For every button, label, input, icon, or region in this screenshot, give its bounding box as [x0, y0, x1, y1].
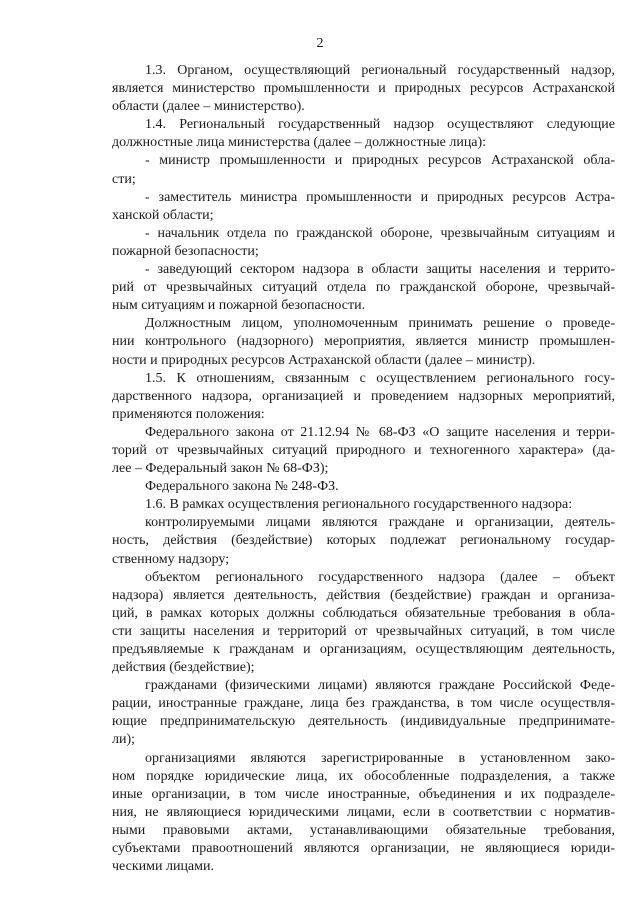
text-line: 1.5. К отношениям, связанным с осуществлением регионального госу- — [145, 370, 615, 386]
text-line: объектом регионального государственного надзора (далее – объект — [145, 569, 615, 585]
text-line: 1.3. Органом, осуществляющий региональный государственный надзор, — [145, 63, 615, 78]
text-line: предъявляемые к гражданам и организациям, осуществляющим деятельность, — [112, 642, 615, 657]
text-line: иные организации, в том числе иностранные, объединения и их подразделе- — [112, 786, 615, 802]
text-line: сти; — [112, 171, 136, 187]
text-line: нии контрольного (надзорного) мероприятия, является министр промышлен- — [112, 334, 615, 350]
document-body — [112, 62, 615, 876]
text-line: ность, действия (бездействие) которых подлежат региональному государ- — [112, 533, 615, 549]
text-line: ния, не являющиеся юридическими лицами, если в соответствии с норматив- — [112, 804, 615, 820]
text-line: является министерство промышленности и природных ресурсов Астраханской — [112, 81, 615, 97]
text-line: пожарной безопасности; — [112, 243, 259, 259]
text-line: субъектами правоотношений являются организации, не являющиеся юриди- — [112, 841, 615, 857]
text-line: ности и природных ресурсов Астраханской области (далее – министр). — [112, 352, 536, 368]
text-line: организациями являются зарегистрированные в установленном зако- — [145, 750, 615, 766]
text-line: Федерального закона от 21.12.94 № 68-ФЗ «О защите населения и терри- — [145, 424, 615, 440]
text-line: Должностным лицом, уполномоченным принимать решение о проведе- — [145, 316, 615, 332]
text-line: - начальник отдела по гражданской обороне, чрезвычайным ситуациям и — [145, 225, 615, 241]
text-line: надзора) является деятельность, действия (бездействие) граждан и организа- — [112, 587, 615, 603]
text-line: ющие предпринимательскую деятельность (индивидуальные предпринимате- — [112, 714, 615, 730]
text-line: гражданами (физическими лицами) являются граждане Российской Феде- — [145, 678, 615, 694]
text-line: действия (бездействие); — [112, 660, 255, 676]
text-line: - заместитель министра промышленности и природных ресурсов Астра- — [145, 189, 615, 205]
text-line: сти защиты населения и территорий от чрезвычайных ситуаций, в том числе — [112, 623, 615, 639]
text-line: рации, иностранные граждане, лица без гражданства, в том числе осуществля- — [112, 696, 615, 712]
text-line: 1.4. Региональный государственный надзор осуществляют следующие — [145, 117, 615, 133]
text-line: ными правовыми актами, устанавливающими обязательные требования, — [112, 822, 615, 838]
text-line: торий от чрезвычайных ситуаций природного и техногенного характера» (да- — [112, 442, 615, 458]
text-line: должностные лица министерства (далее – должностные лица): — [112, 135, 487, 151]
text-line: лее – Федеральный закон № 68-ФЗ); — [112, 461, 329, 477]
text-line: - министр промышленности и природных ресурсов Астраханской обла- — [145, 153, 615, 169]
text-line: дарственного надзора, организацией и проведением надзорных мероприятий, — [112, 388, 615, 404]
text-line: применяются положения: — [112, 406, 265, 422]
text-line: ческими лицами. — [112, 859, 214, 875]
text-line: 1.6. В рамках осуществления регионального государственного надзора: — [145, 497, 573, 513]
text-line: Федерального закона № 248-ФЗ. — [145, 479, 339, 495]
text-line: области (далее – министерство). — [112, 99, 305, 115]
text-line: - заведующий сектором надзора в области защиты населения и террито- — [145, 262, 615, 278]
text-line: ли); — [112, 732, 136, 748]
text-line: ций, в рамках которых должны соблюдаться обязательные требования в обла- — [112, 605, 615, 621]
text-line: ханской области; — [112, 207, 214, 223]
text-line: контролируемыми лицами являются граждане и организации, деятель- — [145, 515, 615, 531]
page-number: 2 — [316, 36, 324, 51]
text-line: ном порядке юридические лица, их обособленные подразделения, а также — [112, 768, 615, 784]
text-line: ственному надзору; — [112, 551, 230, 567]
text-line: ным ситуациям и пожарной безопасности. — [112, 298, 366, 314]
text-line: рий от чрезвычайных ситуаций отдела по гражданской обороне, чрезвычай- — [112, 280, 615, 296]
